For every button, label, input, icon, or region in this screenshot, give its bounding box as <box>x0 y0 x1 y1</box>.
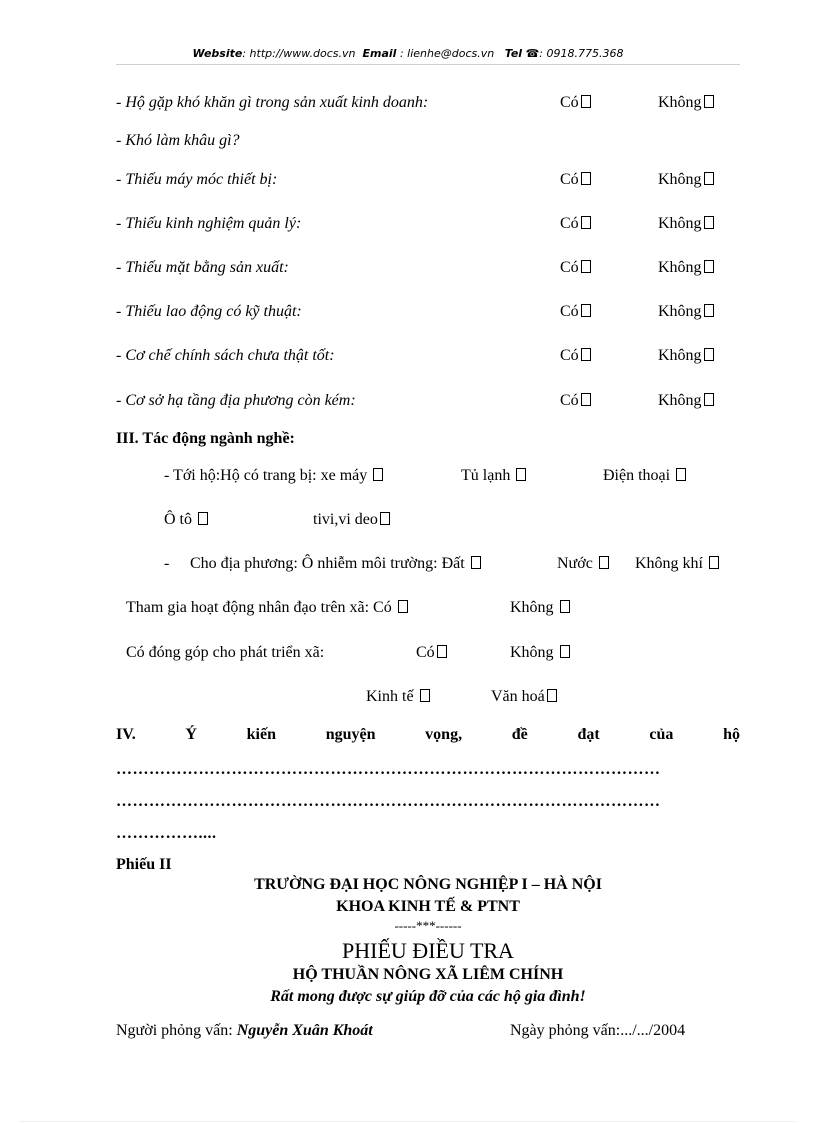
motorbike-checkbox[interactable] <box>373 468 383 481</box>
item-no-option[interactable] <box>658 347 714 365</box>
no-label: Không <box>658 392 702 409</box>
faculty-name: KHOA KINH TẾ & PTNT <box>336 898 520 915</box>
section-4-word: nguyện <box>325 726 376 743</box>
no-label: Không <box>658 303 702 320</box>
difficulty-sub-question: - Khó làm khâu gì? <box>116 132 240 149</box>
household-label: - Tới hộ:Hộ có trang bị: xe máy <box>164 467 368 484</box>
section-4-word: Ý <box>185 726 197 743</box>
yes-label: Có <box>560 392 579 409</box>
website-value[interactable]: : http://www.docs.vn <box>242 47 356 60</box>
yes-label: Có <box>560 171 579 188</box>
interviewer-name: Nguyễn Xuân Khoát <box>236 1022 373 1039</box>
contribution-label: Có đóng góp cho phát triển xã: <box>126 644 325 661</box>
main-yes-option[interactable] <box>560 94 591 112</box>
contribution-yes-option[interactable] <box>416 644 447 662</box>
car-label: Ô tô <box>164 511 192 528</box>
answer-line[interactable]: ……………………………………………………………………………………… <box>116 761 661 778</box>
section-4-word: kiến <box>246 726 276 743</box>
difficulty-item: - Cơ chế chính sách chưa thật tốt: <box>116 347 335 364</box>
yes-checkbox[interactable] <box>581 393 591 406</box>
contribution-yes-checkbox[interactable] <box>437 645 447 658</box>
tel-label: Tel <box>504 47 523 60</box>
contribution-no-checkbox[interactable] <box>560 645 570 658</box>
interviewer-label: Người phỏng vấn: <box>116 1022 233 1039</box>
yes-label: Có <box>560 259 579 276</box>
fridge-checkbox[interactable] <box>516 468 526 481</box>
yes-label: Có <box>560 347 579 364</box>
difficulty-item: - Thiếu kinh nghiệm quản lý: <box>116 215 302 232</box>
charity-yes-option[interactable] <box>126 599 408 617</box>
car-option[interactable] <box>164 511 208 529</box>
item-yes-option[interactable] <box>560 259 591 277</box>
no-label: Không <box>658 171 702 188</box>
email-label: Email <box>362 47 397 60</box>
locality-label: Cho địa phương: Ô nhiễm môi trường: Đất <box>190 555 465 572</box>
interview-date[interactable]: Ngày phỏng vấn:.../.../2004 <box>510 1022 686 1039</box>
yes-checkbox[interactable] <box>581 216 591 229</box>
locality-dash: - <box>164 555 170 572</box>
stars-divider: -----***------ <box>394 918 462 933</box>
yes-checkbox[interactable] <box>581 304 591 317</box>
water-checkbox[interactable] <box>599 556 609 569</box>
car-checkbox[interactable] <box>198 512 208 525</box>
answer-line[interactable]: …………….... <box>116 825 217 842</box>
tv-option[interactable] <box>313 511 390 529</box>
charity-label: Tham gia hoạt động nhân đạo trên xã: Có <box>126 599 392 616</box>
culture-checkbox[interactable] <box>547 689 557 702</box>
difficulty-item: - Cơ sở hạ tầng địa phương còn kém: <box>116 392 356 409</box>
difficulty-item: - Thiếu lao động có kỹ thuật: <box>116 303 302 320</box>
charity-no-label: Không <box>510 599 554 616</box>
no-label: Không <box>658 94 702 111</box>
no-label: Không <box>658 259 702 276</box>
email-value[interactable]: : lienhe@docs.vn <box>399 47 495 60</box>
section-3-title: III. Tác động ngành nghề: <box>116 430 295 447</box>
water-label: Nước <box>557 555 593 572</box>
charity-no-checkbox[interactable] <box>560 600 570 613</box>
charity-yes-checkbox[interactable] <box>398 600 408 613</box>
charity-no-option[interactable] <box>510 599 570 617</box>
item-yes-option[interactable] <box>560 347 591 365</box>
university-name: TRƯỜNG ĐẠI HỌC NÔNG NGHIỆP I – HÀ NỘI <box>254 876 602 893</box>
interviewer-row <box>116 1022 373 1040</box>
section-4-word: đề <box>511 726 528 743</box>
section-4-word: của <box>649 726 674 743</box>
difficulty-item: - Thiếu máy móc thiết bị: <box>116 171 278 188</box>
phone-option[interactable] <box>603 467 686 485</box>
economy-label: Kinh tế <box>366 688 414 705</box>
answer-line[interactable]: ……………………………………………………………………………………… <box>116 793 661 810</box>
website-label: Website <box>192 47 243 60</box>
economy-option[interactable] <box>366 688 430 706</box>
contribution-no-label: Không <box>510 644 554 661</box>
page-bottom-border <box>20 1121 796 1122</box>
yes-checkbox[interactable] <box>581 172 591 185</box>
no-label: Không <box>658 347 702 364</box>
difficulty-main-question: - Hộ gặp khó khăn gì trong sản xuất kinh doanh: <box>116 94 429 111</box>
form-2-label: Phiếu II <box>116 856 172 873</box>
fridge-option[interactable] <box>461 467 526 485</box>
yes-checkbox[interactable] <box>581 95 591 108</box>
item-yes-option[interactable] <box>560 171 591 189</box>
air-checkbox[interactable] <box>709 556 719 569</box>
yes-checkbox[interactable] <box>581 348 591 361</box>
no-checkbox[interactable] <box>704 260 714 273</box>
item-yes-option[interactable] <box>560 392 591 410</box>
tv-label: tivi,vi deo <box>313 511 378 528</box>
item-no-option[interactable] <box>658 392 714 410</box>
item-yes-option[interactable] <box>560 215 591 233</box>
tel-value: : 0918.775.368 <box>539 47 624 60</box>
section-4-word: vọng, <box>425 726 463 743</box>
header-divider <box>116 64 740 65</box>
phone-checkbox[interactable] <box>676 468 686 481</box>
yes-label: Có <box>560 303 579 320</box>
household-equipment-option[interactable] <box>164 467 383 485</box>
phone-label: Điện thoại <box>603 467 671 484</box>
item-yes-option[interactable] <box>560 303 591 321</box>
contribution-no-option[interactable] <box>510 644 570 662</box>
yes-checkbox[interactable] <box>581 260 591 273</box>
air-option[interactable] <box>635 555 719 573</box>
item-no-option[interactable] <box>658 259 714 277</box>
no-checkbox[interactable] <box>704 348 714 361</box>
yes-label: Có <box>560 215 579 232</box>
no-label: Không <box>658 215 702 232</box>
no-checkbox[interactable] <box>704 304 714 317</box>
item-no-option[interactable] <box>658 215 714 233</box>
survey-slogan: Rất mong được sự giúp đỡ của các hộ gia đình! <box>270 988 586 1005</box>
yes-label: Có <box>560 94 579 111</box>
fridge-label: Tủ lạnh <box>461 467 511 484</box>
survey-title: PHIẾU ĐIỀU TRA <box>342 938 514 963</box>
section-4-word: đạt <box>577 726 600 743</box>
no-checkbox[interactable] <box>704 393 714 406</box>
water-option[interactable] <box>557 555 609 573</box>
soil-pollution-option[interactable] <box>190 555 481 573</box>
air-label: Không khí <box>635 555 703 572</box>
section-4-word: hộ <box>723 726 740 743</box>
survey-subtitle: HỘ THUẦN NÔNG XÃ LIÊM CHÍNH <box>292 966 564 983</box>
item-no-option[interactable] <box>658 303 714 321</box>
no-checkbox[interactable] <box>704 172 714 185</box>
section-4-title <box>116 726 740 744</box>
phone-icon: ☎ <box>525 47 540 60</box>
contribution-yes-label: Có <box>416 644 435 661</box>
page-header <box>0 47 816 60</box>
item-no-option[interactable] <box>658 171 714 189</box>
difficulty-item: - Thiếu mặt bằng sản xuất: <box>116 259 289 276</box>
main-no-option[interactable] <box>658 94 714 112</box>
culture-label: Văn hoá <box>491 688 545 705</box>
no-checkbox[interactable] <box>704 216 714 229</box>
no-checkbox[interactable] <box>704 95 714 108</box>
section-4-word: IV. <box>116 726 136 743</box>
economy-checkbox[interactable] <box>420 689 430 702</box>
culture-option[interactable] <box>491 688 557 706</box>
soil-checkbox[interactable] <box>471 556 481 569</box>
tv-checkbox[interactable] <box>380 512 390 525</box>
